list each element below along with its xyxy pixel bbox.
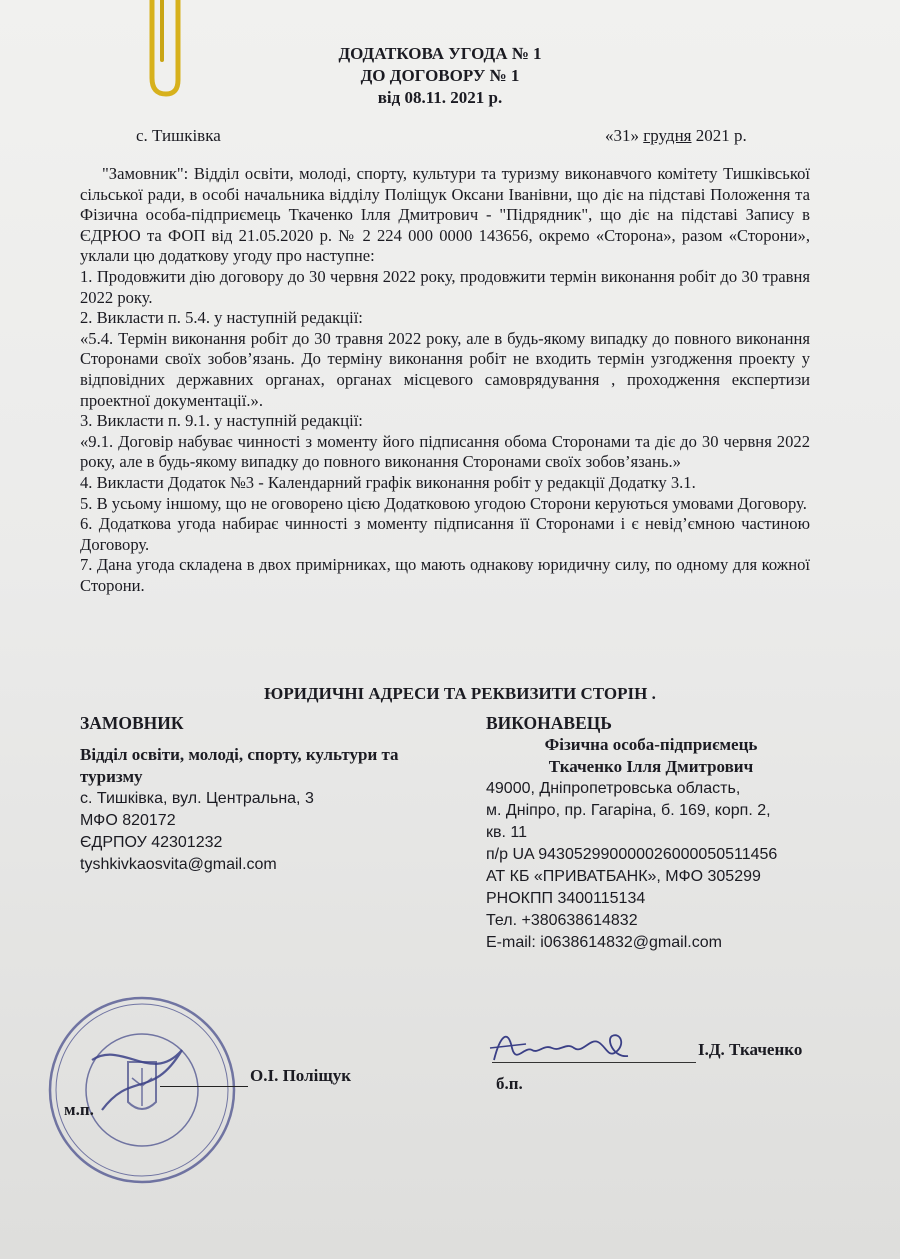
contractor-requisites	[486, 712, 816, 954]
contractor-heading: ВИКОНАВЕЦЬ	[486, 713, 612, 733]
signing-date	[605, 126, 747, 146]
clause-3: 3. Викласти п. 9.1. у наступній редакції:	[80, 411, 363, 431]
contractor-address-2: м. Дніпро, пр. Гагаріна, б. 169, корп. 2,	[486, 802, 771, 819]
customer-heading: ЗАМОВНИК	[80, 713, 184, 733]
contractor-account: п/р UA 943052990000026000050511456	[486, 846, 778, 863]
clause-1: 1. Продовжити дію договору до 30 червня 2022 року, продовжити термін виконання робіт до 30 травня 2022 року.	[80, 266, 810, 307]
contractor-signatory: І.Д. Ткаченко	[698, 1040, 803, 1059]
date-year: 2021 р.	[695, 126, 747, 145]
contractor-signature-line	[492, 1062, 696, 1063]
contractor-name: Ткаченко Ілля Дмитрович	[548, 757, 754, 776]
agreement-body	[80, 164, 810, 596]
customer-email: tyshkivkaosvita@gmail.com	[80, 856, 277, 873]
clause-7: 7. Дана угода складена в двох примірниках, що мають однакову юридичну силу, по одному для кожної Сторони.	[80, 555, 810, 595]
date-month: грудня	[643, 126, 692, 145]
clause-3-text: «9.1. Договір набуває чинності з моменту його підписання обома Сторонами та діє до 30 червня 2022 року, але в будь-якому випадку до повного виконання Сторонами своїх зобов’язань.»	[80, 431, 810, 472]
clause-6: 6. Додаткова угода набирає чинності з моменту підписання її Сторонами і є невід’ємною частиною Договору.	[80, 514, 810, 554]
contractor-address-1: 49000, Дніпропетровська область,	[486, 780, 741, 797]
clause-2-text: «5.4. Термін виконання робіт до 30 травня 2022 року, але в будь-якому випадку до повного виконання Сторонами своїх зобов’язань. До терміну виконання робіт не входить термін узгодження проекту у відповідних державних органах, органах місцевого самоврядування , проходження експертизи проектної документації.».	[80, 328, 810, 410]
place-of-signing: с. Тишківка	[136, 126, 221, 145]
contract-reference: ДО ДОГОВОРУ № 1	[360, 66, 520, 85]
customer-name: Відділ освіти, молоді, спорту, культури та туризму	[80, 745, 399, 786]
contractor-bank: АТ КБ «ПРИВАТБАНК», МФО 305299	[486, 868, 761, 885]
contractor-signature-icon	[486, 1018, 636, 1074]
customer-signature-line	[160, 1086, 248, 1087]
contractor-seal-mark: б.п.	[496, 1074, 523, 1093]
customer-seal-mark: м.п.	[64, 1100, 94, 1119]
official-seal-icon	[32, 990, 252, 1190]
clause-4: 4. Викласти Додаток №3 - Календарний графік виконання робіт у редакції Додатку 3.1.	[80, 472, 696, 492]
date-day: «31»	[605, 126, 639, 145]
customer-requisites	[80, 712, 440, 876]
clause-5: 5. В усьому іншому, що не оговорено цією Додатковою угодою Сторони керуються умовами Договору.	[80, 493, 807, 513]
customer-address: с. Тишківка, вул. Центральна, 3	[80, 790, 314, 807]
intro-paragraph: "Замовник": Відділ освіти, молоді, спорту, культури та туризму виконавчого комітету Тишківської сільської ради, в особі начальника відділу Поліщук Оксани Іванівни, що діє на підставі Положення та Фізична особа-підприємець Ткаченко Ілля Дмитрович - "Підрядник", що діє на підставі Запису в ЄДРЮО та ФОП від 21.05.2020 р. № 2 224 000 0000 143656, окремо «Сторона», разом «Сторони», уклали цю додаткову угоду про наступне:	[80, 164, 810, 266]
contractor-rnokpp: РНОКПП 3400115134	[486, 890, 646, 907]
contractor-phone: Тел. +380638614832	[486, 912, 638, 929]
contractor-email: E-mail: i0638614832@gmail.com	[486, 934, 722, 951]
customer-edrpou: ЄДРПОУ 42301232	[80, 834, 223, 851]
contractor-address-3: кв. 11	[486, 824, 527, 841]
agreement-title: ДОДАТКОВА УГОДА № 1	[338, 44, 542, 63]
customer-signatory: О.І. Поліщук	[250, 1066, 351, 1085]
requisites-title: ЮРИДИЧНІ АДРЕСИ ТА РЕКВИЗИТИ СТОРІН .	[264, 684, 656, 703]
contract-date: від 08.11. 2021 р.	[377, 88, 503, 107]
clause-2: 2. Викласти п. 5.4. у наступній редакції:	[80, 308, 363, 328]
customer-mfo: МФО 820172	[80, 812, 176, 829]
contractor-type: Фізична особа-підприємець	[544, 735, 758, 754]
